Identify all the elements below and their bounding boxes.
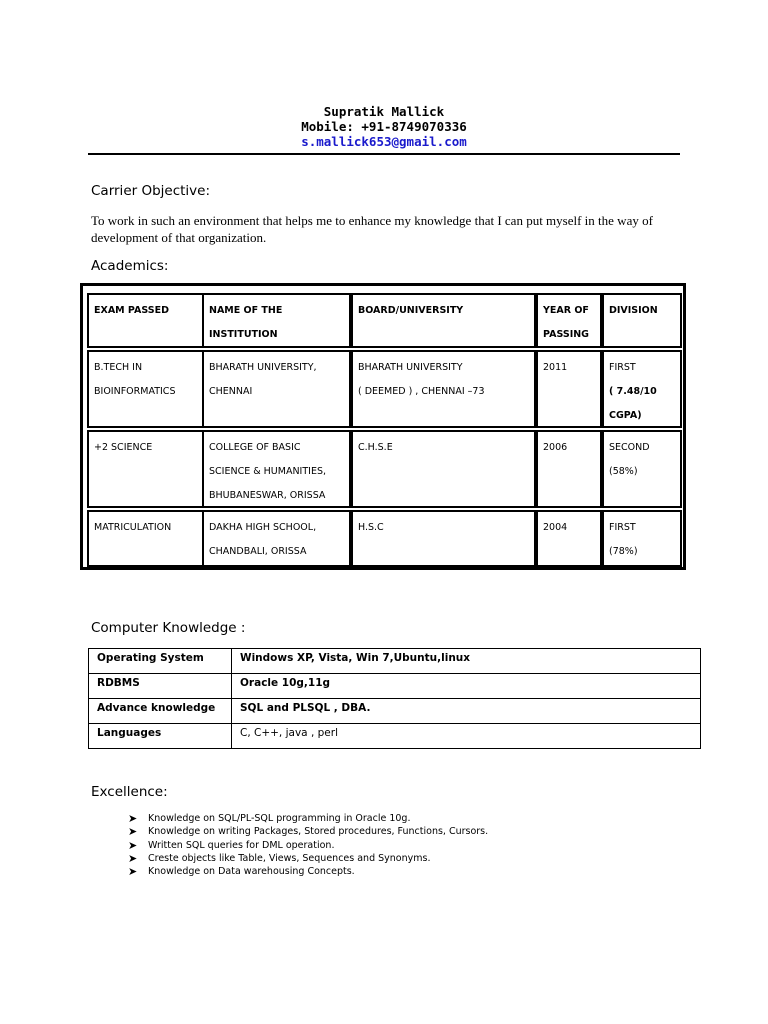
academics-cell: 2004 [536,510,602,567]
academics-cell: MATRICULATION [87,510,204,567]
list-item: ➤ Knowledge on writing Packages, Stored procedures, Functions, Cursors. [128,825,489,839]
academics-cell: B.TECH IN BIOINFORMATICS [87,350,204,428]
table-row [89,724,701,749]
skill-category: Advance knowledge [89,699,232,724]
academics-header-cell: YEAR OF PASSING [536,293,602,348]
academics-cell: H.S.C [351,510,536,567]
resume-header [0,104,768,149]
excellence-list [128,812,488,878]
table-row [89,649,701,674]
academics-cell: 2011 [536,350,602,428]
arrow-bullet-icon: ➤ [128,812,138,825]
academics-cell: BHARATH UNIVERSITY ( DEEMED ) , CHENNAI –73 [351,350,536,428]
email-address: s.mallick653@gmail.com [301,134,467,149]
academics-cell: C.H.S.E [351,430,536,508]
academics-header-cell: BOARD/UNIVERSITY [351,293,536,348]
academics-header-cell: DIVISION [602,293,682,348]
academics-header-cell: EXAM PASSED [87,293,204,348]
skill-category: Operating System [89,649,232,674]
skill-value: SQL and PLSQL , DBA. [232,699,701,724]
objective-text: To work in such an environment that helps me to enhance my knowledge that I can put myself in the way of development of that organization. [91,213,653,245]
list-item: ➤ Written SQL queries for DML operation. [128,838,335,852]
academics-cell: FIRST (78%) [602,510,682,567]
arrow-bullet-icon: ➤ [128,865,138,879]
list-item: ➤ Creste objects like Table, Views, Sequences and Synonyms. [128,851,431,865]
excellence-heading: Excellence: [91,784,168,800]
academics-heading: Academics: [91,258,169,274]
table-row [89,674,701,699]
academics-header-cell: NAME OF THE INSTITUTION [202,293,351,348]
computer-knowledge-heading: Computer Knowledge : [91,620,246,636]
arrow-bullet-icon: ➤ [128,825,138,839]
header-divider [88,153,680,155]
academics-cell: SECOND (58%) [602,430,682,508]
mobile-number: Mobile: +91-8749070336 [301,119,467,134]
skill-category: Languages [89,724,232,749]
candidate-name: Supratik Mallick [323,104,445,119]
academics-cell: BHARATH UNIVERSITY, CHENNAI [202,350,351,428]
list-item: ➤ Knowledge on SQL/PL-SQL programming in Oracle 10g. [128,812,411,825]
computer-knowledge-table [88,648,701,749]
academics-cell: COLLEGE OF BASIC SCIENCE & HUMANITIES, BHUBANESWAR, ORISSA [202,430,351,508]
table-row [89,699,701,724]
list-item: ➤ Knowledge on Data warehousing Concepts. [128,865,355,879]
arrow-bullet-icon: ➤ [128,851,138,865]
arrow-bullet-icon: ➤ [128,838,138,852]
skill-category: RDBMS [89,674,232,699]
academics-cell: DAKHA HIGH SCHOOL, CHANDBALI, ORISSA [202,510,351,567]
academics-cell: 2006 [536,430,602,508]
academics-table [80,283,686,570]
academics-cell: FIRST ( 7.48/10 CGPA) [602,350,682,428]
academics-cell: +2 SCIENCE [87,430,204,508]
skill-value: Oracle 10g,11g [232,674,701,699]
objective-heading: Carrier Objective: [91,183,211,199]
skill-value: C, C++, java , perl [232,724,701,749]
skill-value: Windows XP, Vista, Win 7,Ubuntu,linux [232,649,701,674]
